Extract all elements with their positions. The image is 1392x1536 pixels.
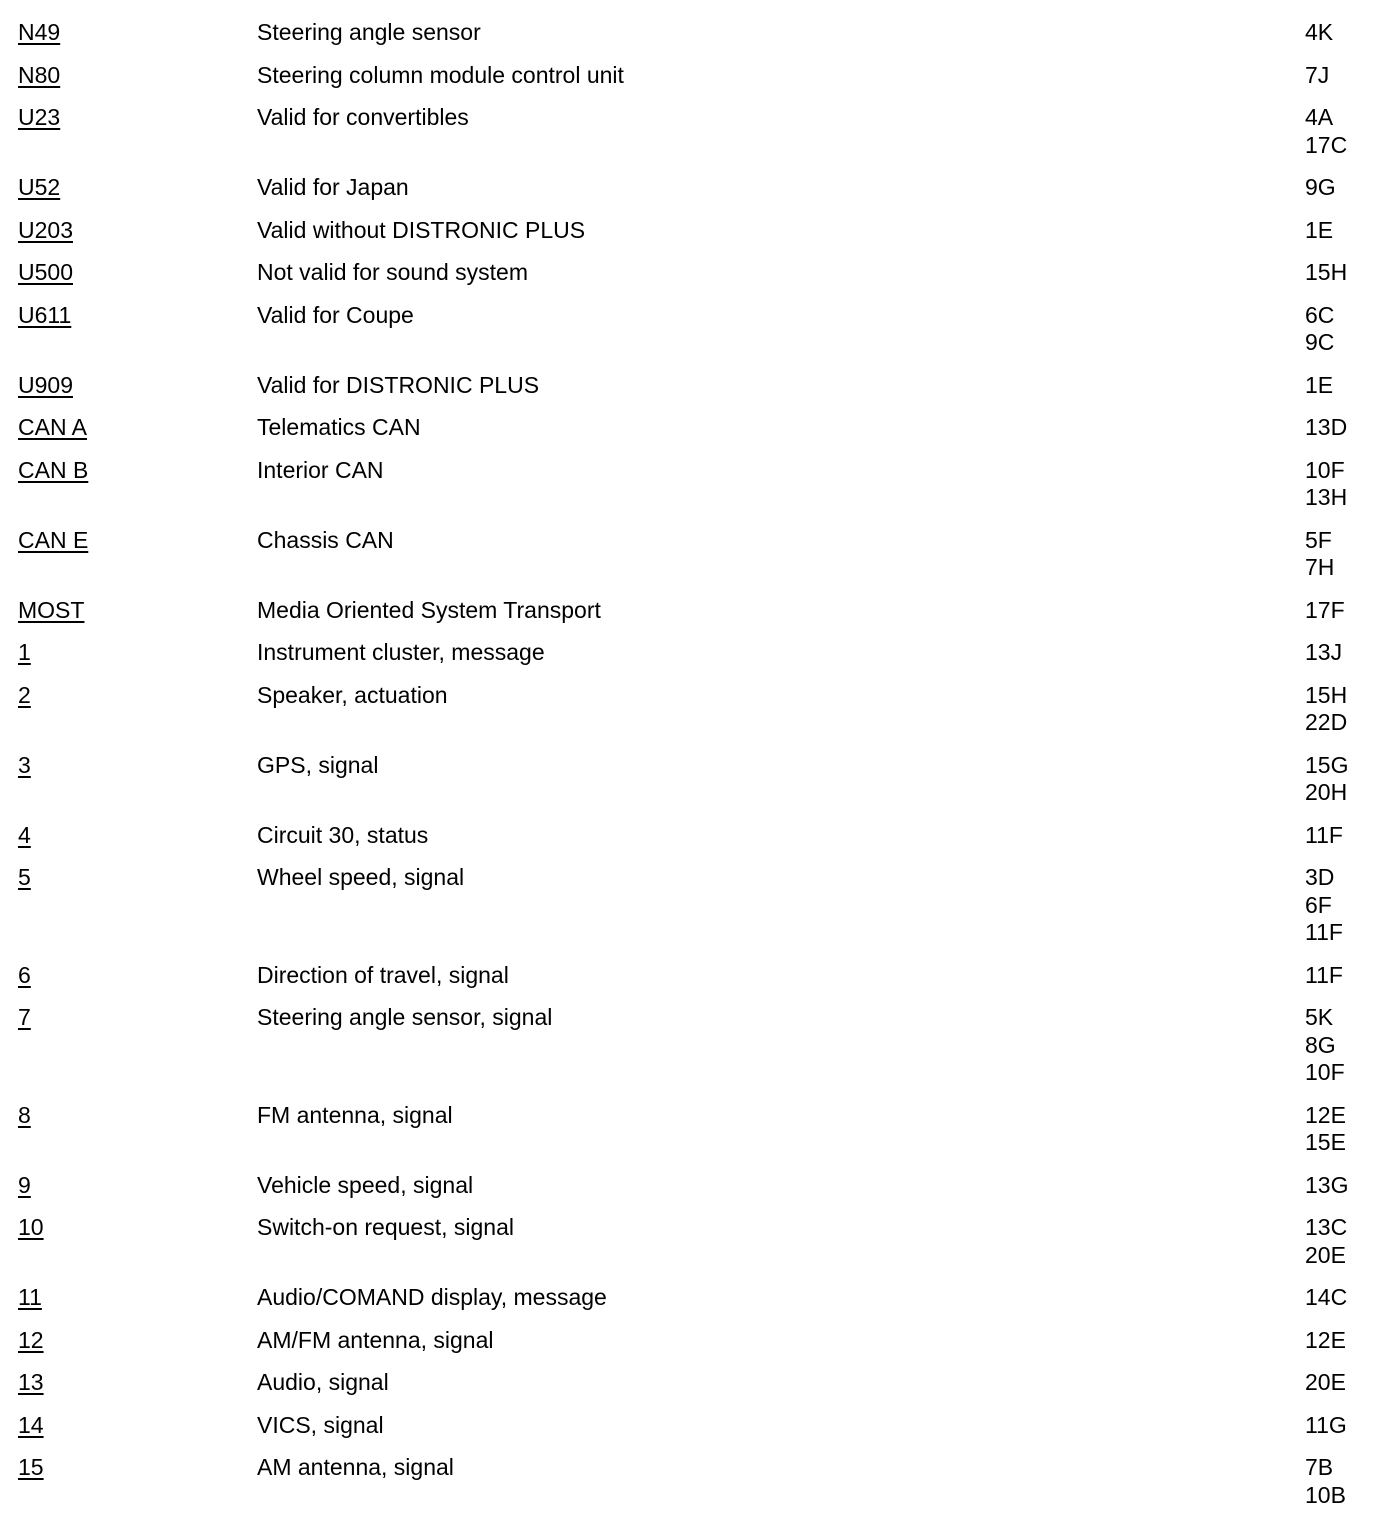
legend-description: Speaker, actuation	[257, 681, 448, 708]
legend-code-link[interactable]: 2	[18, 681, 31, 708]
legend-code-link[interactable]: 15	[18, 1454, 44, 1480]
legend-description: AM/FM antenna, signal	[257, 1326, 494, 1353]
legend-grid-refs	[1305, 639, 1342, 667]
legend-description: Valid for Japan	[257, 174, 409, 200]
legend-description: Steering column module control unit	[257, 61, 624, 88]
legend-grid-refs	[1305, 302, 1334, 357]
grid-ref: 6F	[1305, 891, 1332, 918]
grid-ref: 17C	[1305, 131, 1348, 158]
legend-description: GPS, signal	[257, 751, 379, 778]
legend-description: FM antenna, signal	[257, 1101, 453, 1128]
grid-ref: 17F	[1305, 596, 1345, 623]
legend-description: Audio, signal	[257, 1369, 389, 1395]
legend-description: Valid for DISTRONIC PLUS	[257, 371, 540, 398]
legend-code-link[interactable]: U52	[18, 174, 61, 200]
grid-ref: 4K	[1305, 19, 1334, 45]
grid-ref: 11F	[1305, 821, 1343, 848]
grid-ref: 1E	[1305, 371, 1334, 398]
grid-ref: 10F	[1305, 1059, 1345, 1085]
legend-grid-refs	[1305, 527, 1334, 582]
legend-grid-refs	[1305, 962, 1343, 990]
legend-code-link[interactable]: 7	[18, 1004, 31, 1030]
grid-ref: 7J	[1305, 61, 1330, 88]
grid-ref: 7H	[1305, 554, 1335, 580]
grid-ref: 15H	[1305, 681, 1348, 708]
legend-grid-refs	[1305, 19, 1333, 47]
legend-code-link[interactable]: 9	[18, 1171, 31, 1198]
legend-code-link[interactable]: CAN E	[18, 526, 89, 553]
legend-code-link[interactable]: U203	[18, 216, 73, 243]
grid-ref: 10F	[1305, 456, 1345, 483]
grid-ref: 7B	[1305, 1454, 1334, 1480]
legend-grid-refs	[1305, 174, 1336, 202]
legend-grid-refs	[1305, 1369, 1346, 1397]
legend-code-link[interactable]: N49	[18, 19, 61, 45]
legend-description: AM antenna, signal	[257, 1454, 454, 1480]
legend-grid-refs	[1305, 372, 1333, 400]
legend-description: Valid for convertibles	[257, 104, 469, 130]
legend-grid-refs	[1305, 414, 1347, 442]
legend-description: Media Oriented System Transport	[257, 596, 601, 623]
grid-ref: 11G	[1305, 1411, 1347, 1438]
legend-description: Instrument cluster, message	[257, 639, 545, 665]
grid-ref: 15G	[1305, 751, 1349, 778]
legend-grid-refs	[1305, 1327, 1346, 1355]
legend-description: Direction of travel, signal	[257, 961, 509, 988]
legend-description: Circuit 30, status	[257, 821, 429, 848]
legend-code-link[interactable]: 8	[18, 1101, 31, 1128]
legend-grid-refs	[1305, 457, 1347, 512]
grid-ref: 1E	[1305, 216, 1334, 243]
grid-ref: 8G	[1305, 1031, 1336, 1058]
legend-grid-refs	[1305, 104, 1347, 159]
legend-description: Vehicle speed, signal	[257, 1171, 474, 1198]
legend-code-link[interactable]: 11	[18, 1284, 42, 1310]
legend-grid-refs	[1305, 259, 1347, 287]
legend-description: Steering angle sensor, signal	[257, 1004, 553, 1030]
legend-description: Wheel speed, signal	[257, 864, 465, 890]
legend-description: Audio/COMAND display, message	[257, 1284, 607, 1310]
grid-ref: 13J	[1305, 639, 1343, 665]
grid-ref: 22D	[1305, 709, 1348, 735]
grid-ref: 20E	[1305, 1241, 1346, 1268]
legend-grid-refs	[1305, 217, 1333, 245]
grid-ref: 12E	[1305, 1326, 1346, 1353]
legend-description: Switch-on request, signal	[257, 1214, 514, 1240]
legend-description: Chassis CAN	[257, 526, 394, 553]
legend-code-link[interactable]: CAN A	[18, 414, 88, 440]
legend-code-link[interactable]: U23	[18, 104, 61, 130]
grid-ref: 15H	[1305, 259, 1348, 285]
legend-grid-refs	[1305, 1172, 1348, 1200]
grid-ref: 10B	[1305, 1481, 1346, 1508]
legend-grid-refs	[1305, 1454, 1346, 1509]
grid-ref: 5K	[1305, 1004, 1334, 1030]
legend-code-link[interactable]: N80	[18, 61, 61, 88]
grid-ref: 13G	[1305, 1171, 1349, 1198]
grid-ref: 20H	[1305, 779, 1348, 805]
grid-ref: 9C	[1305, 329, 1335, 355]
grid-ref: 12E	[1305, 1101, 1346, 1128]
grid-ref: 13C	[1305, 1214, 1348, 1240]
legend-code-link[interactable]: 1	[18, 639, 31, 665]
legend-description: Valid for Coupe	[257, 301, 414, 328]
grid-ref: 11F	[1305, 961, 1343, 988]
grid-ref: 15E	[1305, 1129, 1346, 1155]
legend-grid-refs	[1305, 597, 1345, 625]
legend-grid-refs	[1305, 682, 1347, 737]
grid-ref: 11F	[1305, 919, 1343, 945]
legend-description: VICS, signal	[257, 1411, 384, 1438]
legend-code-link[interactable]: CAN B	[18, 456, 89, 483]
legend-code-link[interactable]: 13	[18, 1369, 44, 1395]
legend-code-link[interactable]: U500	[18, 259, 73, 285]
grid-ref: 5F	[1305, 526, 1332, 553]
legend-code-link[interactable]: 5	[18, 864, 31, 890]
legend-description: Not valid for sound system	[257, 259, 529, 285]
legend-code-link[interactable]: U909	[18, 371, 73, 398]
legend-grid-refs	[1305, 1214, 1347, 1269]
legend-code-link[interactable]: MOST	[18, 596, 85, 623]
grid-ref: 13D	[1305, 414, 1348, 440]
grid-ref: 4A	[1305, 104, 1334, 130]
grid-ref: 13H	[1305, 484, 1348, 510]
legend-description: Valid without DISTRONIC PLUS	[257, 216, 586, 243]
legend-grid-refs	[1305, 1102, 1346, 1157]
legend-grid-refs	[1305, 1412, 1347, 1440]
legend-code-link[interactable]: 4	[18, 821, 31, 848]
legend-grid-refs	[1305, 822, 1343, 850]
legend-code-link[interactable]: 12	[18, 1326, 44, 1353]
grid-ref: 20E	[1305, 1369, 1346, 1395]
legend-code-link[interactable]: 14	[18, 1411, 44, 1438]
grid-ref: 14C	[1305, 1284, 1348, 1310]
legend-description: Steering angle sensor	[257, 19, 481, 45]
legend-grid-refs	[1305, 864, 1343, 947]
legend-grid-refs	[1305, 752, 1348, 807]
legend-code-link[interactable]: 6	[18, 961, 31, 988]
legend-code-link[interactable]: U611	[18, 301, 72, 328]
legend-code-link[interactable]: 10	[18, 1214, 44, 1240]
legend-grid-refs	[1305, 1004, 1345, 1087]
legend-code-link[interactable]: 3	[18, 751, 31, 778]
legend-description: Interior CAN	[257, 456, 384, 483]
legend-grid-refs	[1305, 62, 1329, 90]
grid-ref: 6C	[1305, 301, 1335, 328]
grid-ref: 9G	[1305, 174, 1336, 200]
legend-grid-refs	[1305, 1284, 1347, 1312]
grid-ref: 3D	[1305, 864, 1335, 890]
legend-description: Telematics CAN	[257, 414, 421, 440]
